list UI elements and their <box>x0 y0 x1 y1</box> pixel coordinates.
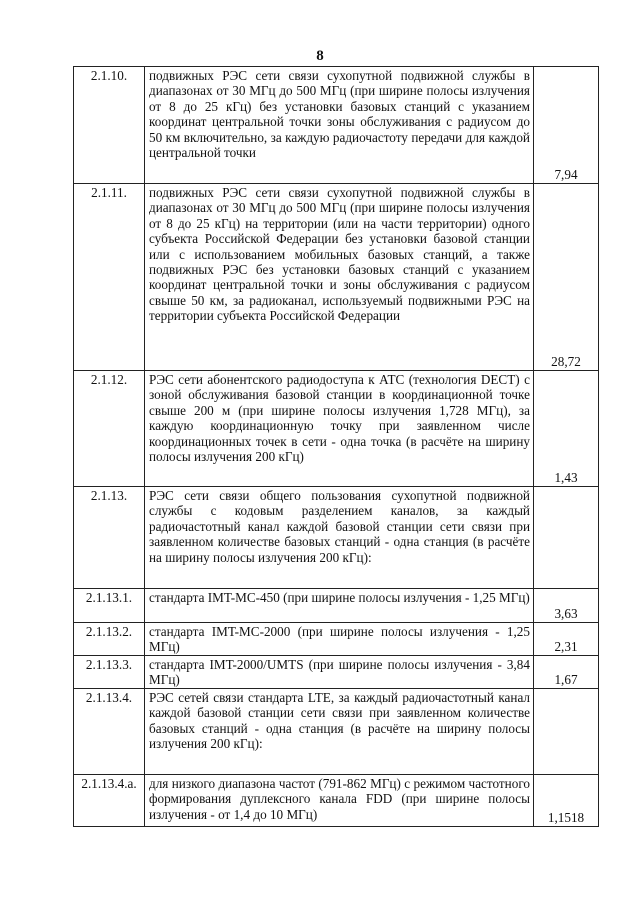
table-row <box>74 656 599 689</box>
table-row <box>74 623 599 656</box>
row-number: 2.1.12. <box>74 371 145 487</box>
row-number: 2.1.13.4. <box>74 689 145 775</box>
row-value <box>534 487 599 589</box>
row-description: РЭС сети абонентского радиодоступа к АТС (технология DECT) с зоной обслуживания базовой станции в координационной точке свыше 200 м (при ширине полосы излучения 1,728 МГц), за каждую координационную точку при заявленном числе координационных точек в сети - одна точка (в расчёте на ширину полосы излучения 200 кГц) <box>145 371 534 487</box>
row-value: 1,43 <box>534 371 599 487</box>
row-number: 2.1.13.2. <box>74 623 145 656</box>
row-description: РЭС сети связи общего пользования сухопутной подвижной службы с кодовым разделением каналов, за каждый радиочастотный канал каждой базовой станции сети связи при заявленном количестве базовых станций - одна станция (в расчёте на ширину полосы излучения 200 кГц): <box>145 487 534 589</box>
row-value: 1,67 <box>534 656 599 689</box>
row-description: подвижных РЭС сети связи сухопутной подвижной службы в диапазонах от 30 МГц до 500 МГц (при ширине полосы излучения от 8 до 25 кГц) на территории (или на части территории) одного субъекта Российской Федерации без установки базовой станции или с использованием мобильных базовых станций, а также подвижных РЭС без установки базовых станций с указанием координат центральной точки и зоны обслуживания с радиусом свыше 50 км, за радиоканал, используемый подвижными РЭС на территории субъекта Российской Федерации <box>145 184 534 371</box>
row-value: 1,1518 <box>534 775 599 827</box>
row-description: РЭС сетей связи стандарта LTE, за каждый радиочастотный канал каждой базовой станции сети связи при заявленном количестве базовых станций - одна станция (в расчёте на ширину полосы излучения 200 кГц): <box>145 689 534 775</box>
row-description: стандарта IMT-2000/UMTS (при ширине полосы излучения - 3,84 МГц) <box>145 656 534 689</box>
row-number: 2.1.11. <box>74 184 145 371</box>
table-row <box>74 775 599 827</box>
row-value: 2,31 <box>534 623 599 656</box>
row-number: 2.1.13.1. <box>74 589 145 623</box>
table-row <box>74 67 599 184</box>
page-number: 8 <box>316 48 324 64</box>
tariff-table <box>73 66 599 827</box>
row-number: 2.1.13.4.а. <box>74 775 145 827</box>
row-number: 2.1.10. <box>74 67 145 184</box>
table-row <box>74 184 599 371</box>
row-description: подвижных РЭС сети связи сухопутной подвижной службы в диапазонах от 30 МГц до 500 МГц (при ширине полосы излучения от 8 до 25 кГц) без установки базовых станций с указанием координат центральной точки зоны обслуживания с радиусом до 50 км включительно, за каждую радиочастоту передачи для каждой центральной точки <box>145 67 534 184</box>
table-row <box>74 487 599 589</box>
row-description: стандарта IMT-MC-2000 (при ширине полосы излучения - 1,25 МГц) <box>145 623 534 656</box>
row-number: 2.1.13.3. <box>74 656 145 689</box>
row-value: 28,72 <box>534 184 599 371</box>
table-row <box>74 689 599 775</box>
row-value <box>534 689 599 775</box>
row-description: для низкого диапазона частот (791-862 МГц) с режимом частотного формирования дуплексного канала FDD (при ширине полосы излучения - от 1,4 до 10 МГц) <box>145 775 534 827</box>
row-description: стандарта IMT-MC-450 (при ширине полосы излучения - 1,25 МГц) <box>145 589 534 623</box>
table-row <box>74 589 599 623</box>
table-row <box>74 371 599 487</box>
row-value: 7,94 <box>534 67 599 184</box>
row-value: 3,63 <box>534 589 599 623</box>
row-number: 2.1.13. <box>74 487 145 589</box>
